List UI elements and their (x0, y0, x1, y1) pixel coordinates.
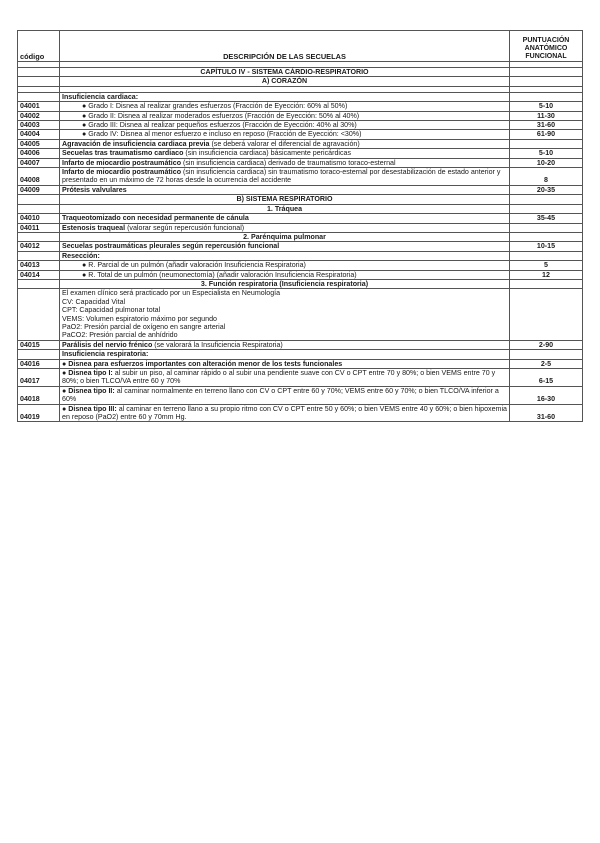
table-row (18, 168, 583, 186)
table-row (18, 270, 583, 279)
row-score (510, 139, 583, 148)
table-row (18, 149, 583, 158)
chapter-title: CAPÍTULO IV - SISTEMA CÁRDIO-RESPIRATORIO (60, 68, 510, 77)
row-description-bold: ● Disnea tipo II: (62, 386, 115, 395)
row-description-bold: Infarto de miocardio postraumático (62, 168, 182, 177)
row-description (60, 223, 510, 232)
table-row (18, 158, 583, 167)
row-code: 04017 (18, 369, 60, 387)
table-row (18, 279, 583, 288)
row-description-rest: (se deberá valorar el diferencial de agravación) (209, 139, 360, 148)
table-row (18, 289, 583, 340)
description-column-header: DESCRIPCIÓN DE LAS SECUELAS (60, 31, 510, 62)
row-score: 8 (510, 168, 583, 186)
row-score: 2-90 (510, 340, 583, 349)
row-description-rest: (sin insuficiencia cardiaca) derivado de traumatismo toraco-esternal (181, 158, 396, 167)
subsection-heading: 1. Tráquea (60, 204, 510, 213)
table-row (18, 350, 583, 359)
code-column-header: código (18, 31, 60, 62)
row-description: ● Grado I: Disnea al realizar grandes esfuerzos (Fracción de Eyección: 60% al 50%) (60, 102, 510, 111)
table-row (18, 77, 583, 86)
table-row (18, 111, 583, 120)
row-score: 10-20 (510, 158, 583, 167)
row-code: 04010 (18, 214, 60, 223)
table-row (18, 386, 583, 404)
row-description: ● R. Total de un pulmón (neumonectomía) (añadir valoración Insuficiencia Respiratoria) (60, 270, 510, 279)
row-score: 16-30 (510, 386, 583, 404)
row-code: 04019 (18, 404, 60, 422)
row-description-rest: al subir un piso, al caminar rápido o al subir una pendiente suave con CV o CPT entre 70 y 80%; o bien VEMS entre 70 y 80%; o bien TLCO/VA entre 60 y 70% (62, 369, 496, 386)
row-code: 04018 (18, 386, 60, 404)
row-description (60, 149, 510, 158)
row-description (60, 158, 510, 167)
table-row (18, 340, 583, 349)
row-code: 04002 (18, 111, 60, 120)
notes-cell (60, 289, 510, 340)
row-description (60, 369, 510, 387)
row-score: 11-30 (510, 111, 583, 120)
row-score: 5 (510, 261, 583, 270)
row-description (60, 139, 510, 148)
table-row (18, 195, 583, 204)
table-row (18, 130, 583, 139)
table-row (18, 121, 583, 130)
table-row (18, 185, 583, 194)
note-line: CV: Capacidad Vital (62, 297, 126, 306)
note-line: El examen clínico será practicado por un Especialista en Neumología (62, 289, 281, 298)
row-description-rest: al caminar normalmente en terreno llano con CV o CPT entre 60 y 70%; VEMS entre 60 y 70%; o bien TLCO/VA inferior a 60% (62, 386, 499, 404)
table-row (18, 214, 583, 223)
row-code: 04012 (18, 242, 60, 251)
row-description (60, 185, 510, 194)
row-code: 04008 (18, 168, 60, 186)
row-code: 04007 (18, 158, 60, 167)
row-description-bold: Infarto de miocardio postraumático (62, 158, 182, 167)
row-description-rest: (sin insuficiencia cardiaca) sin traumatismo toraco-esternal por desestabilización de estado anterior y presentado en un máximo de 72 horas desde la ocurrencia del accidente (62, 168, 501, 185)
row-score: 5-10 (510, 149, 583, 158)
table-row (18, 68, 583, 77)
row-code: 04001 (18, 102, 60, 111)
row-description-rest: (sin insuficiencia cardiaca) básicamente pericárdicas (183, 149, 352, 158)
score-header-line-3: FUNCIONAL (525, 53, 567, 60)
row-code: 04015 (18, 340, 60, 349)
row-score: 6-15 (510, 369, 583, 387)
row-description-bold: ● Disnea tipo I: (62, 369, 113, 377)
row-score: 10-15 (510, 242, 583, 251)
group-title: Insuficiencia cardiaca: (60, 92, 510, 101)
table-row (18, 204, 583, 213)
table-row (18, 232, 583, 241)
row-description (60, 386, 510, 404)
subsection-heading: 2. Parénquima pulmonar (60, 232, 510, 241)
row-score: 31-60 (510, 121, 583, 130)
row-description-rest: al caminar en terreno llano a su propio ritmo con CV o CPT entre 50 y 60%; o bien VEMS entre 40 y 60%; o bien hipoxemia en reposo (PaO2) entre 60 y 70mm Hg. (62, 404, 507, 422)
table-row (18, 261, 583, 270)
row-score (510, 223, 583, 232)
row-description: ● Grado II: Disnea al realizar moderados esfuerzos (Fracción de Eyección: 50% al 40%) (60, 111, 510, 120)
note-line: PaCO2: Presión parcial de anhídrido (62, 331, 178, 340)
table-header (18, 31, 583, 62)
table-row (18, 404, 583, 422)
row-description: ● R. Parcial de un pulmón (añadir valoración Insuficiencia Respiratoria) (60, 261, 510, 270)
row-description-bold: Estenosis traqueal (62, 223, 126, 232)
note-line: CPT: Capacidad pulmonar total (62, 306, 161, 315)
row-description-bold: Secuelas tras traumatismo cardiaco (62, 149, 184, 158)
row-score: 61-90 (510, 130, 583, 139)
row-description-rest: (se valorará la Insuficiencia Respiratoria) (152, 340, 283, 349)
table-row (18, 359, 583, 368)
section-heading: B) SISTEMA RESPIRATORIO (60, 195, 510, 204)
row-score: 35-45 (510, 214, 583, 223)
row-code: 04006 (18, 149, 60, 158)
row-description-bold: ● Disnea para esfuerzos importantes con alteración menor de los tests funcionales (62, 359, 343, 368)
note-line: VEMS: Volumen espiratorio máximo por segundo (62, 314, 217, 323)
group-title: Resección: (60, 251, 510, 260)
row-description (60, 214, 510, 223)
row-description-bold: Parálisis del nervio frénico (62, 340, 153, 349)
score-header-line-1: PUNTUACIÓN (522, 37, 570, 44)
table-row (18, 242, 583, 251)
table-row (18, 369, 583, 387)
score-header-line-2: ANATÓMICO (524, 45, 568, 52)
row-description: ● Grado III: Disnea al realizar pequeños esfuerzos (Fracción de Eyección: 40% al 30%) (60, 121, 510, 130)
row-description-rest: (valorar según repercusión funcional) (125, 223, 245, 232)
table-row (18, 251, 583, 260)
row-description-bold: ● Disnea tipo III: (62, 404, 117, 413)
row-code: 04013 (18, 261, 60, 270)
row-description (60, 168, 510, 186)
table-row (18, 92, 583, 101)
row-score: 31-60 (510, 404, 583, 422)
table-row (18, 102, 583, 111)
row-description-bold: Traqueotomizado con necesidad permanente de cánula (62, 214, 249, 223)
section-heading: A) CORAZÓN (60, 77, 510, 86)
row-description (60, 340, 510, 349)
row-description (60, 242, 510, 251)
score-column-header (510, 31, 583, 62)
table-row (18, 223, 583, 232)
row-score: 2-5 (510, 359, 583, 368)
row-description-bold: Agravación de insuficiencia cardiaca previa (62, 139, 210, 148)
table-row (18, 139, 583, 148)
subsection-heading: 3. Función respiratoria (Insuficiencia respiratoria) (60, 279, 510, 288)
row-score: 12 (510, 270, 583, 279)
secuelas-table (17, 30, 583, 422)
row-score: 5-10 (510, 102, 583, 111)
row-code: 04003 (18, 121, 60, 130)
row-description-bold: Prótesis valvulares (62, 185, 127, 194)
row-description: ● Grado IV: Disnea al menor esfuerzo e incluso en reposo (Fracción de Eyección: <30%) (60, 130, 510, 139)
row-score: 20-35 (510, 185, 583, 194)
row-code: 04014 (18, 270, 60, 279)
row-description-bold: Secuelas postraumáticas pleurales según repercusión funcional (62, 242, 280, 251)
group-title: Insuficiencia respiratoria: (60, 350, 510, 359)
note-line: PaO2: Presión parcial de oxígeno en sangre arterial (62, 322, 226, 331)
row-code: 04016 (18, 359, 60, 368)
row-description (60, 404, 510, 422)
row-code: 04005 (18, 139, 60, 148)
row-code: 04004 (18, 130, 60, 139)
row-code: 04011 (18, 223, 60, 232)
row-description (60, 359, 510, 368)
row-code: 04009 (18, 185, 60, 194)
